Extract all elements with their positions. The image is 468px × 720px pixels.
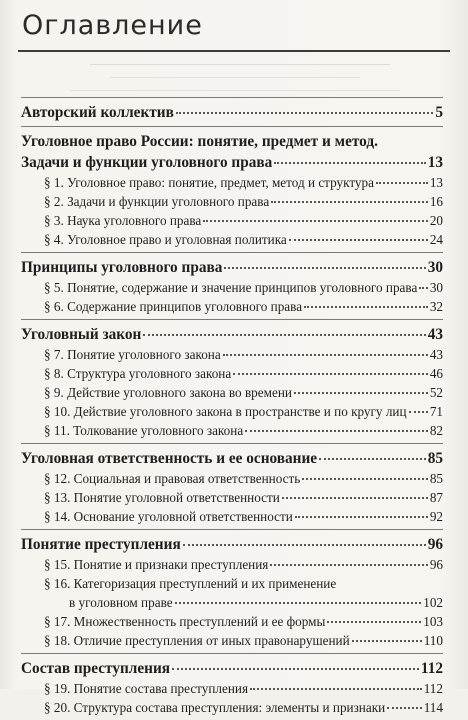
entry-label: § 18. Отличие преступления от иных правонарушений bbox=[44, 633, 350, 648]
page-number: 24 bbox=[429, 232, 443, 247]
toc-section-heading[interactable] bbox=[21, 448, 443, 469]
dot-leader bbox=[270, 564, 427, 566]
page-number: 96 bbox=[429, 557, 443, 572]
dot-leader bbox=[233, 373, 428, 375]
page-number: 85 bbox=[429, 471, 443, 486]
toc-entry[interactable] bbox=[21, 278, 443, 297]
dot-leader bbox=[176, 112, 433, 114]
dot-leader bbox=[203, 220, 428, 222]
page-number: 30 bbox=[427, 259, 443, 276]
page-number: 43 bbox=[427, 326, 443, 343]
toc-entry[interactable] bbox=[21, 230, 443, 249]
entry-label: § 6. Содержание принципов уголовного права bbox=[44, 299, 303, 314]
dot-leader bbox=[302, 478, 428, 480]
entry-label: в уголовном праве bbox=[69, 595, 173, 610]
toc-entry-line1[interactable] bbox=[21, 574, 443, 593]
dot-leader bbox=[376, 182, 428, 184]
dot-leader bbox=[294, 392, 428, 394]
toc-section bbox=[21, 252, 443, 316]
toc-section-heading[interactable] bbox=[21, 534, 443, 555]
entry-label: § 11. Толкование уголовного закона bbox=[44, 423, 244, 438]
page-number: 71 bbox=[429, 404, 443, 419]
entry-label: § 15. Понятие и признаки преступления bbox=[44, 557, 269, 572]
dot-leader bbox=[289, 239, 428, 241]
page-number: 43 bbox=[429, 347, 443, 362]
toc-entry[interactable] bbox=[21, 173, 443, 192]
bleed-through-text bbox=[70, 52, 450, 91]
dot-leader bbox=[387, 707, 422, 709]
dot-leader bbox=[224, 267, 425, 269]
entry-label: § 20. Структура состава преступления: элементы и признаки bbox=[44, 700, 386, 715]
section-title: Принципы уголовного права bbox=[21, 259, 223, 276]
section-title: Состав преступления bbox=[21, 660, 171, 677]
toc-section-heading[interactable] bbox=[21, 102, 443, 123]
dot-leader bbox=[143, 334, 425, 336]
toc-section-heading[interactable] bbox=[21, 658, 443, 679]
page-title: Оглавление bbox=[22, 10, 203, 41]
page-number: 114 bbox=[423, 700, 443, 715]
page-number: 102 bbox=[423, 595, 443, 610]
dot-leader bbox=[183, 544, 426, 546]
toc-entry[interactable] bbox=[21, 555, 443, 574]
dot-leader bbox=[175, 602, 422, 604]
title-underline bbox=[18, 50, 450, 52]
toc-entry[interactable] bbox=[21, 211, 443, 230]
toc-section bbox=[21, 319, 443, 440]
section-title: Задачи и функции уголовного права bbox=[21, 154, 273, 171]
dot-leader bbox=[223, 354, 428, 356]
toc-section bbox=[21, 126, 443, 249]
entry-label: § 3. Наука уголовного права bbox=[44, 213, 202, 228]
toc-entry[interactable] bbox=[21, 593, 443, 612]
page-number: 30 bbox=[429, 280, 443, 295]
page-number: 96 bbox=[427, 536, 443, 553]
toc-entry[interactable] bbox=[21, 402, 443, 421]
toc-entry[interactable] bbox=[21, 345, 443, 364]
section-title-line1: Уголовное право России: понятие, предмет и метод. bbox=[21, 133, 378, 150]
toc-section bbox=[21, 529, 443, 650]
entry-label: § 14. Основание уголовной ответственности bbox=[44, 509, 293, 524]
dot-leader bbox=[352, 640, 422, 642]
page-number: 112 bbox=[423, 681, 443, 696]
page-number: 110 bbox=[423, 633, 443, 648]
page-number: 13 bbox=[429, 175, 443, 190]
toc-section bbox=[21, 653, 443, 717]
toc-entry[interactable] bbox=[21, 507, 443, 526]
toc-entry[interactable] bbox=[21, 364, 443, 383]
section-title: Понятие преступления bbox=[21, 536, 181, 553]
entry-label-line1: § 16. Категоризация преступлений и их применение bbox=[44, 576, 337, 591]
dot-leader bbox=[282, 497, 428, 499]
dot-leader bbox=[327, 621, 421, 623]
dot-leader bbox=[419, 287, 427, 289]
page-number: 16 bbox=[429, 194, 443, 209]
table-of-contents bbox=[21, 97, 443, 720]
dot-leader bbox=[274, 162, 425, 164]
dot-leader bbox=[304, 306, 428, 308]
toc-entry[interactable] bbox=[21, 421, 443, 440]
entry-label: § 12. Социальная и правовая ответственность bbox=[44, 471, 301, 486]
page-number: 20 bbox=[429, 213, 443, 228]
toc-entry[interactable] bbox=[21, 612, 443, 631]
entry-label: § 5. Понятие, содержание и значение принципов уголовного права bbox=[44, 280, 418, 295]
toc-entry[interactable] bbox=[21, 297, 443, 316]
page-number: 85 bbox=[427, 450, 443, 467]
entry-label: § 7. Понятие уголовного закона bbox=[44, 347, 221, 362]
entry-label: § 4. Уголовное право и уголовная политика bbox=[44, 232, 287, 247]
page-number: 82 bbox=[429, 423, 443, 438]
section-title: Уголовный закон bbox=[21, 326, 142, 343]
toc-section-heading[interactable] bbox=[21, 257, 443, 278]
entry-label: § 17. Множественность преступлений и ее формы bbox=[44, 614, 326, 629]
page-number: 32 bbox=[429, 299, 443, 314]
dot-leader bbox=[172, 668, 419, 670]
toc-section-heading[interactable] bbox=[21, 324, 443, 345]
dot-leader bbox=[245, 430, 428, 432]
entry-label: § 1. Уголовное право: понятие, предмет, метод и структура bbox=[44, 175, 374, 190]
entry-label: § 10. Действие уголовного закона в пространстве и по кругу лиц bbox=[44, 404, 407, 419]
toc-section bbox=[21, 443, 443, 526]
page-number: 87 bbox=[429, 490, 443, 505]
page-number: 103 bbox=[423, 614, 443, 629]
page-number: 46 bbox=[429, 366, 443, 381]
dot-leader bbox=[295, 516, 428, 518]
toc-entry[interactable] bbox=[21, 631, 443, 650]
dot-leader bbox=[319, 458, 426, 460]
dot-leader bbox=[271, 201, 428, 203]
toc-entry[interactable] bbox=[21, 192, 443, 211]
toc-section bbox=[21, 97, 443, 123]
entry-label: § 8. Структура уголовного закона bbox=[44, 366, 232, 381]
page-number: 13 bbox=[427, 154, 443, 171]
section-title: Уголовная ответственность и ее основание bbox=[21, 450, 318, 467]
toc-entry[interactable] bbox=[21, 469, 443, 488]
toc-entry[interactable] bbox=[21, 698, 443, 717]
page-number: 5 bbox=[435, 104, 443, 121]
toc-section-heading[interactable] bbox=[21, 152, 443, 173]
page-number: 92 bbox=[429, 509, 443, 524]
entry-label: § 13. Понятие уголовной ответственности bbox=[44, 490, 280, 505]
dot-leader bbox=[409, 411, 428, 413]
section-title: Авторский коллектив bbox=[21, 104, 174, 121]
page-number: 52 bbox=[429, 385, 443, 400]
dot-leader bbox=[250, 688, 422, 690]
toc-entry[interactable] bbox=[21, 383, 443, 402]
entry-label: § 2. Задачи и функции уголовного права bbox=[44, 194, 270, 209]
page-number: 112 bbox=[420, 660, 443, 677]
entry-label: § 9. Действие уголовного закона во времени bbox=[44, 385, 292, 400]
toc-entry[interactable] bbox=[21, 488, 443, 507]
entry-label: § 19. Понятие состава преступления bbox=[44, 681, 249, 696]
